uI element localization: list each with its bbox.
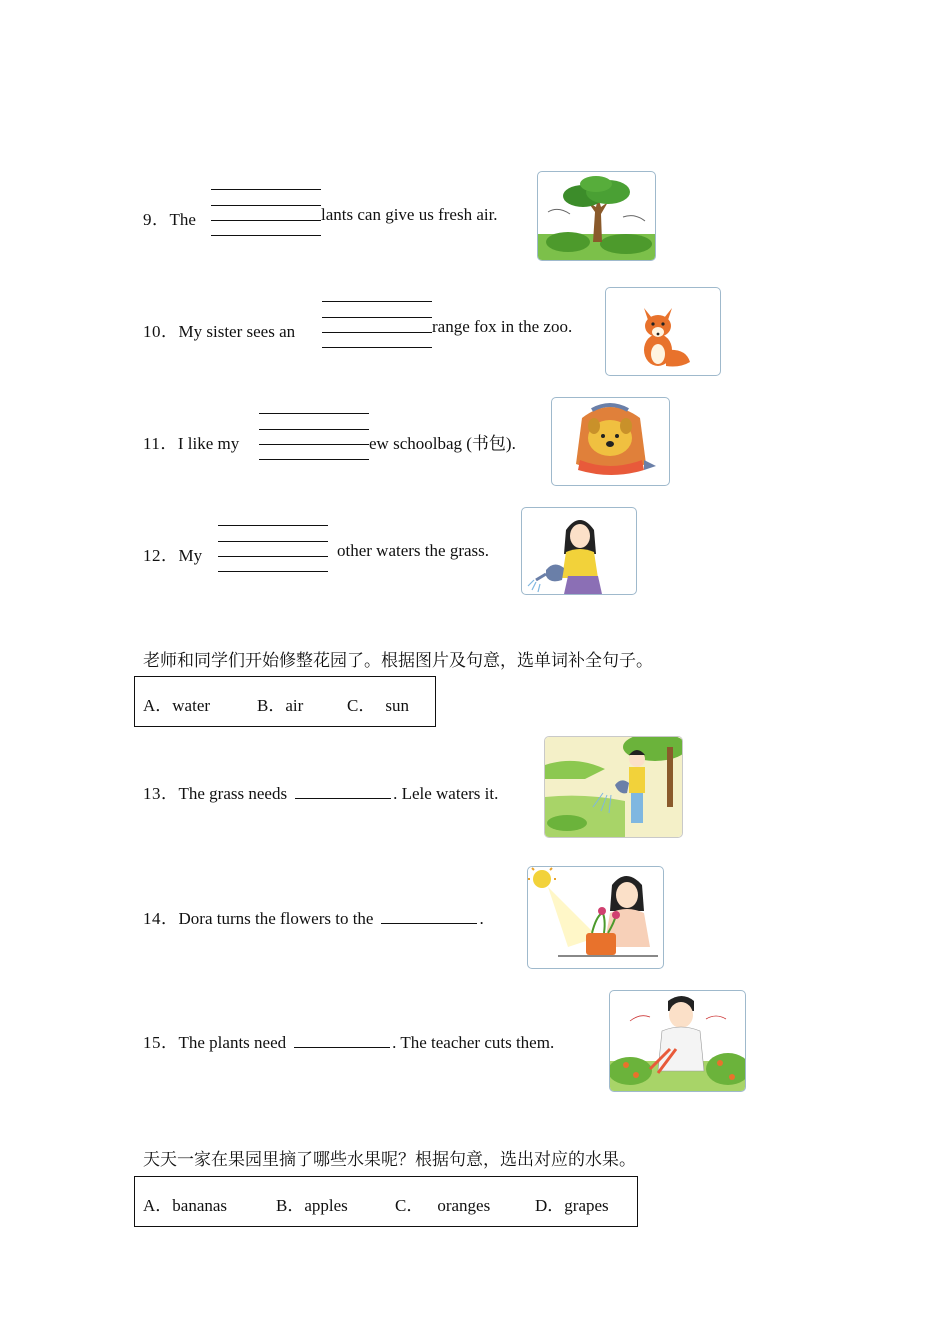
option-word: grapes — [564, 1196, 609, 1215]
schoolbag-icon — [552, 398, 669, 485]
sentence-start: The grass needs — [178, 784, 288, 803]
fruit-option-b: B．apples — [276, 1196, 348, 1215]
sentence-end: . — [479, 909, 484, 928]
sentence-end: ew schoolbag (书包). — [369, 434, 516, 453]
option-word: water — [172, 696, 211, 715]
question-14 — [143, 904, 484, 929]
sentence-end: . The teacher cuts them. — [392, 1033, 555, 1052]
word-option-a: A．water — [143, 696, 211, 715]
question-number: 12． — [143, 546, 179, 565]
schoolbag-picture — [551, 397, 670, 486]
question-number: 10． — [143, 322, 179, 341]
option-word: oranges — [437, 1196, 491, 1215]
word-option-c: C． sun — [347, 696, 409, 715]
girl-sun-flowers-icon — [528, 867, 663, 968]
sentence-end: lants can give us fresh air. — [321, 205, 498, 224]
question-number: 14． — [143, 909, 179, 928]
option-word: air — [285, 696, 304, 715]
four-line-blank[interactable] — [259, 413, 369, 461]
teacher-pruning-picture — [609, 990, 746, 1092]
fox-picture — [605, 287, 721, 376]
question-11 — [143, 429, 239, 454]
question-12 — [143, 541, 202, 566]
sentence-start: The — [169, 210, 196, 229]
option-word: apples — [304, 1196, 348, 1215]
question-number: 9． — [143, 210, 170, 229]
tree-icon — [538, 172, 655, 260]
four-line-blank[interactable] — [211, 189, 321, 237]
sentence-end: range fox in the zoo. — [432, 317, 573, 336]
fruit-option-d: D．grapes — [535, 1196, 609, 1215]
option-word: bananas — [172, 1196, 228, 1215]
instruction-part3: 天天一家在果园里摘了哪些水果呢？根据句意，选出对应的水果。 — [143, 1150, 636, 1170]
fruit-option-a: A．bananas — [143, 1196, 228, 1215]
tree-picture — [537, 171, 656, 261]
boy-watering-picture — [544, 736, 683, 838]
sentence-start: Dora turns the flowers to the — [178, 909, 374, 928]
sentence-start: I like my — [177, 434, 240, 453]
sentence-start: My sister sees an — [178, 322, 296, 341]
question-9 — [143, 205, 196, 230]
option-word: sun — [385, 696, 409, 715]
sentence-start: The plants need — [178, 1033, 287, 1052]
answer-blank[interactable] — [381, 909, 477, 924]
woman-watering-picture — [521, 507, 637, 595]
answer-blank[interactable] — [295, 784, 391, 799]
woman-watering-icon — [522, 508, 636, 594]
word-option-b: B．air — [257, 696, 304, 715]
instruction-part2: 老师和同学们开始修整花园了。根据图片及句意，选单词补全句子。 — [143, 651, 653, 671]
teacher-pruning-icon — [610, 991, 745, 1091]
sentence-end: other waters the grass. — [337, 541, 490, 560]
fruit-option-c: C． oranges — [395, 1196, 491, 1215]
question-10 — [143, 317, 295, 342]
sentence-start: My — [178, 546, 203, 565]
four-line-blank[interactable] — [218, 525, 328, 573]
question-15 — [143, 1028, 554, 1053]
fox-icon — [606, 288, 720, 375]
boy-watering-icon — [545, 737, 682, 837]
question-13 — [143, 779, 498, 804]
answer-blank[interactable] — [294, 1033, 390, 1048]
question-number: 13． — [143, 784, 179, 803]
sentence-end: . Lele waters it. — [393, 784, 499, 803]
four-line-blank[interactable] — [322, 301, 432, 349]
girl-sun-flowers-picture — [527, 866, 664, 969]
question-number: 15． — [143, 1033, 179, 1052]
question-number: 11． — [143, 434, 178, 453]
